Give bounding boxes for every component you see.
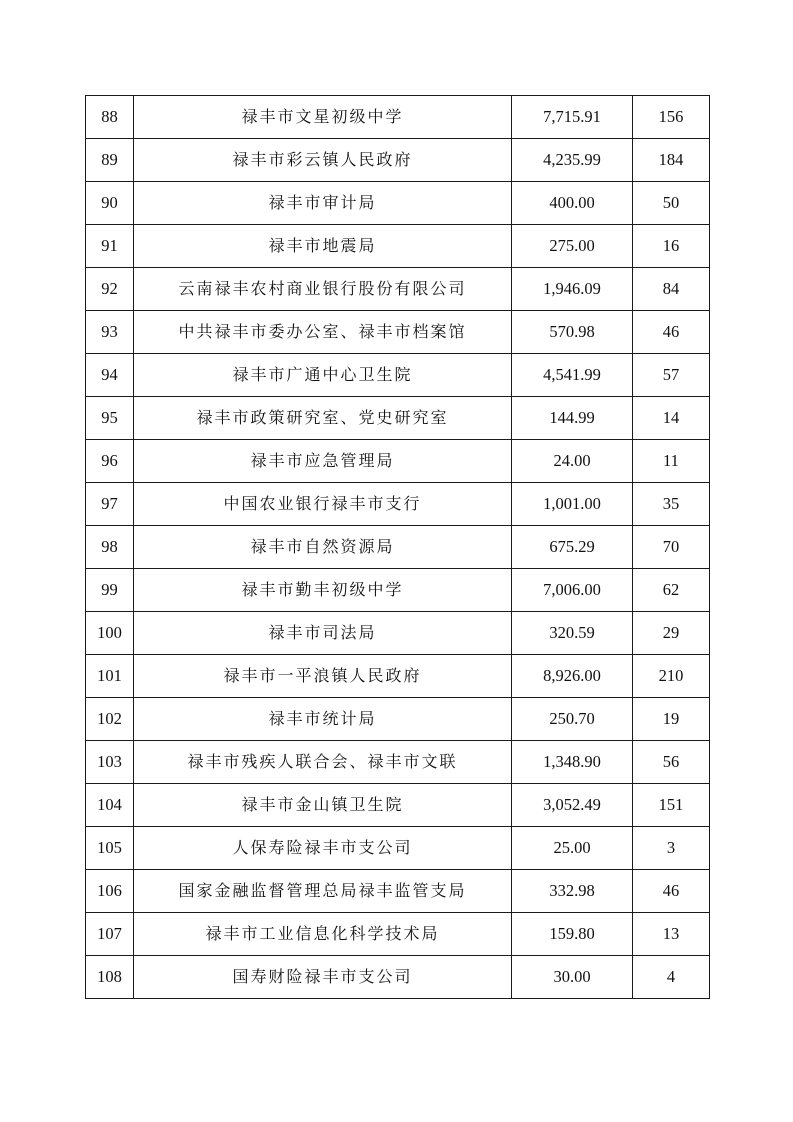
row-number-cell: 102	[86, 698, 134, 741]
count-cell: 13	[633, 913, 710, 956]
count-cell: 29	[633, 612, 710, 655]
amount-cell: 250.70	[512, 698, 633, 741]
amount-cell: 159.80	[512, 913, 633, 956]
amount-cell: 25.00	[512, 827, 633, 870]
count-cell: 14	[633, 397, 710, 440]
row-number-cell: 97	[86, 483, 134, 526]
row-number-cell: 95	[86, 397, 134, 440]
row-number-cell: 88	[86, 96, 134, 139]
table-body	[86, 96, 710, 999]
row-number-cell: 89	[86, 139, 134, 182]
amount-cell: 3,052.49	[512, 784, 633, 827]
row-number-cell: 90	[86, 182, 134, 225]
row-number-cell: 106	[86, 870, 134, 913]
unit-name-cell: 禄丰市应急管理局	[134, 440, 512, 483]
row-number-cell: 96	[86, 440, 134, 483]
amount-cell: 4,541.99	[512, 354, 633, 397]
row-number-cell: 99	[86, 569, 134, 612]
unit-name-cell: 禄丰市一平浪镇人民政府	[134, 655, 512, 698]
unit-name-cell: 禄丰市审计局	[134, 182, 512, 225]
unit-name-cell: 禄丰市广通中心卫生院	[134, 354, 512, 397]
count-cell: 210	[633, 655, 710, 698]
table-row	[86, 139, 710, 182]
amount-cell: 675.29	[512, 526, 633, 569]
unit-name-cell: 云南禄丰农村商业银行股份有限公司	[134, 268, 512, 311]
table-row	[86, 956, 710, 999]
amount-cell: 1,001.00	[512, 483, 633, 526]
table-row	[86, 311, 710, 354]
amount-cell: 8,926.00	[512, 655, 633, 698]
count-cell: 46	[633, 311, 710, 354]
unit-name-cell: 禄丰市地震局	[134, 225, 512, 268]
count-cell: 11	[633, 440, 710, 483]
count-cell: 156	[633, 96, 710, 139]
count-cell: 151	[633, 784, 710, 827]
count-cell: 3	[633, 827, 710, 870]
row-number-cell: 98	[86, 526, 134, 569]
unit-name-cell: 禄丰市自然资源局	[134, 526, 512, 569]
amount-cell: 320.59	[512, 612, 633, 655]
table-row	[86, 440, 710, 483]
unit-name-cell: 人保寿险禄丰市支公司	[134, 827, 512, 870]
unit-name-cell: 国寿财险禄丰市支公司	[134, 956, 512, 999]
amount-cell: 4,235.99	[512, 139, 633, 182]
unit-name-cell: 禄丰市统计局	[134, 698, 512, 741]
row-number-cell: 105	[86, 827, 134, 870]
row-number-cell: 107	[86, 913, 134, 956]
table-row	[86, 569, 710, 612]
amount-cell: 7,715.91	[512, 96, 633, 139]
table-row	[86, 913, 710, 956]
amount-cell: 400.00	[512, 182, 633, 225]
row-number-cell: 92	[86, 268, 134, 311]
count-cell: 4	[633, 956, 710, 999]
count-cell: 50	[633, 182, 710, 225]
amount-cell: 144.99	[512, 397, 633, 440]
amount-cell: 570.98	[512, 311, 633, 354]
unit-name-cell: 国家金融监督管理总局禄丰监管支局	[134, 870, 512, 913]
unit-name-cell: 禄丰市司法局	[134, 612, 512, 655]
unit-name-cell: 中国农业银行禄丰市支行	[134, 483, 512, 526]
count-cell: 46	[633, 870, 710, 913]
row-number-cell: 103	[86, 741, 134, 784]
table-row	[86, 655, 710, 698]
count-cell: 62	[633, 569, 710, 612]
count-cell: 35	[633, 483, 710, 526]
count-cell: 57	[633, 354, 710, 397]
count-cell: 84	[633, 268, 710, 311]
row-number-cell: 104	[86, 784, 134, 827]
table-row	[86, 827, 710, 870]
table-row	[86, 698, 710, 741]
unit-name-cell: 中共禄丰市委办公室、禄丰市档案馆	[134, 311, 512, 354]
row-number-cell: 108	[86, 956, 134, 999]
amount-cell: 24.00	[512, 440, 633, 483]
unit-name-cell: 禄丰市工业信息化科学技术局	[134, 913, 512, 956]
table-row	[86, 483, 710, 526]
count-cell: 16	[633, 225, 710, 268]
amount-cell: 332.98	[512, 870, 633, 913]
row-number-cell: 94	[86, 354, 134, 397]
table-row	[86, 612, 710, 655]
unit-name-cell: 禄丰市文星初级中学	[134, 96, 512, 139]
unit-name-cell: 禄丰市勤丰初级中学	[134, 569, 512, 612]
unit-name-cell: 禄丰市政策研究室、党史研究室	[134, 397, 512, 440]
table-row	[86, 870, 710, 913]
amount-cell: 1,348.90	[512, 741, 633, 784]
table-row	[86, 784, 710, 827]
row-number-cell: 93	[86, 311, 134, 354]
table-row	[86, 526, 710, 569]
row-number-cell: 91	[86, 225, 134, 268]
table-row	[86, 182, 710, 225]
row-number-cell: 101	[86, 655, 134, 698]
count-cell: 184	[633, 139, 710, 182]
data-table	[85, 95, 710, 999]
count-cell: 19	[633, 698, 710, 741]
row-number-cell: 100	[86, 612, 134, 655]
unit-name-cell: 禄丰市彩云镇人民政府	[134, 139, 512, 182]
table-row	[86, 741, 710, 784]
table-row	[86, 397, 710, 440]
unit-name-cell: 禄丰市残疾人联合会、禄丰市文联	[134, 741, 512, 784]
amount-cell: 30.00	[512, 956, 633, 999]
amount-cell: 275.00	[512, 225, 633, 268]
table-row	[86, 96, 710, 139]
unit-name-cell: 禄丰市金山镇卫生院	[134, 784, 512, 827]
count-cell: 56	[633, 741, 710, 784]
table-row	[86, 354, 710, 397]
table-row	[86, 268, 710, 311]
amount-cell: 7,006.00	[512, 569, 633, 612]
amount-cell: 1,946.09	[512, 268, 633, 311]
count-cell: 70	[633, 526, 710, 569]
table-row	[86, 225, 710, 268]
